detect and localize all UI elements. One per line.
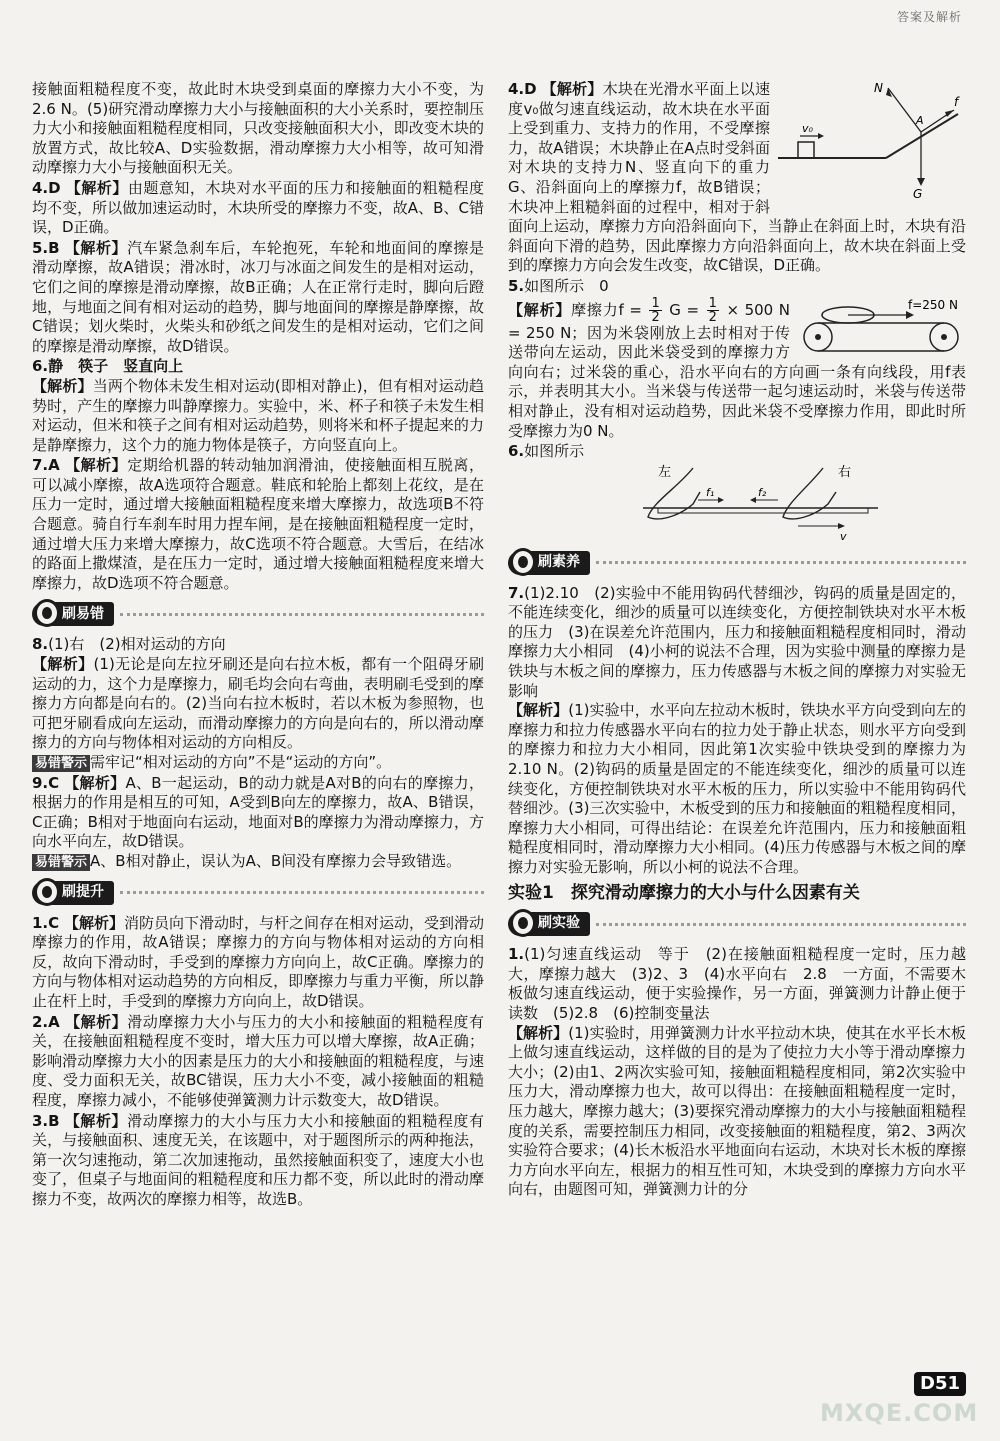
answer-5: 5.B 【解析】汽车紧急刹车后，车轮抱死，车轮和地面间的摩擦是滑动摩擦，故A错误；滑冰时，冰刀与冰面之间发生的是相对运动，它们之间的摩擦是滑动摩擦，故B正确；人在正常行走时，脚向后蹬地，与地面之间有相对运动的趋势，脚与地面间的摩擦是静摩擦，故C错误；划火柴时，火柴头和砂纸之间发生的是相对运动，它们之间的摩擦是滑动摩擦，故D错误。: [32, 238, 484, 355]
svg-text:v: v: [840, 529, 847, 542]
svg-text:f₁: f₁: [706, 485, 715, 499]
toothbrush-diagram: [638, 462, 888, 542]
answer-9: 9.C 【解析】A、B一起运动，B的动力就是A对B的向右的摩擦力，根据力的作用是相互的可知，A受到B向左的摩擦力，故A、B错误，C正确；B相对于地面向右运动，地面对B的摩擦力为滑动摩擦力，方向水平向左，故D错误。 易错警示 A、B相对静止，误认为A、B间没有摩擦力会导致错选。: [32, 773, 484, 870]
answer-t2: 2.A 【解析】滑动摩擦力大小与压力的大小和接触面的粗糙程度有关，在接触面粗糙程度不变时，增大压力可以增大摩擦，故A正确；影响滑动摩擦力大小的因素是压力的大小和接触面的粗糙程度，与速度、受力面积无关，故BC错误，压力大小不变，减小接触面的粗糙程度，摩擦力减小，不能够使弹簧测力计示数变大，故D错误。: [32, 1012, 484, 1109]
tire-icon: [34, 599, 60, 627]
warning-badge: 易错警示: [32, 854, 90, 871]
answer-4: 4.D 【解析】由题意知，木块对水平面的压力和接触面的粗糙程度均不变，所以做加速运动时，木块所受的摩擦力不变，故A、B、C错误，D正确。: [32, 178, 484, 237]
answer-r6: 6.如图所示 左 右 f₁ f₂ v: [508, 442, 966, 542]
answer-e1: 1.(1)匀速直线运动 等于 (2)在接触面粗糙程度一定时，压力越大，摩擦力越大 (3)2、3 (4)水平向右 2.8 一方面，不需要木板做匀速直线运动，便于实验操作，另一方面，弹簧测力计静止便于读数 (5)2.8 (6)控制变量法 【解析】(1)实验时，用弹簧测力计水平拉动木块，使其在水平长木板上做匀速直线运动，这样做的目的是为了使拉力大小等于滑动摩擦力大小；(2)由1、2两次实验可知，接触面粗糙程度相同，第2次实验中压力大，滑动摩擦力也大，故可以得出：在接触面粗糙程度一定时，压力越大，摩擦力越大；(3)要探究滑动摩擦力的大小与接触面粗糙程度的关系，需要控制压力相同，改变接触面的粗糙程度，第2、3两次实验符合要求；(4)长木板沿水平地面向右运动，木块对长木板的摩擦力方向水平向左，根据力的相互性可知，木块受到的摩擦力方向水平向右，由题图可知，弹簧测力计的分: [508, 945, 966, 1199]
watermark: MXQE.COM: [820, 1399, 979, 1427]
svg-text:f=250 N: f=250 N: [908, 297, 958, 312]
svg-text:f₂: f₂: [758, 485, 767, 499]
continued-text: 接触面粗糙程度不变，故此时木块受到桌面的摩擦力大小不变，为2.6 N。(5)研究滑动摩擦力大小与接触面积的大小关系时，要控制压力大小和接触面粗糙程度相同，只改变接触面积大小，即改变木块的放置方式，故比较A、D实验数据，滑动摩擦力大小相等，故可知滑动摩擦力大小与接触面积无关。: [32, 80, 484, 177]
answer-r4: v₀ N f G A 4.D 【解析】木块在光滑水平面上以速度v₀做匀速直线运动，故木块在水平面上受到重力、支持力的作用，不受摩擦力，故A错误；木块静止在A点时受斜面对木块的支持力N、竖直向下的重力G、沿斜面向上的摩擦力f，故B错误；木块冲上粗糙斜面的过程中，相对于斜面向上运动，摩擦力方向沿斜面向下，当静止在斜面上时，木块有沿斜面向下滑的趋势，因此摩擦力方向沿斜面向上，故木块在斜面上受到的摩擦力方向会发生改变，故C错误，D正确。: [508, 80, 966, 275]
page-header: 答案及解析: [896, 10, 962, 24]
svg-text:N: N: [874, 81, 883, 95]
answer-r5: 5.如图所示 0 f=250 N 【解析】摩擦力f = $\frac{1}{2}$ G = $\frac{1}{2}$ × 500 N = 250 N；因为米袋刚放上去时相对于传送带向左运动，因此米袋受到的摩擦力方向向右；过米袋的重心，沿水平向右的方向画一条有向线段，用f表示，并表明其大小。当米袋与传送带一起匀速运动时，米袋与传送带相对静止，没有相对运动趋势，因此米袋不受摩擦力作用，即此时所受摩擦力为0 N。: [508, 276, 966, 440]
svg-text:f: f: [954, 95, 959, 109]
conveyor-belt-diagram: [796, 297, 966, 357]
answer-7: 7.A 【解析】定期给机器的转动轴加润滑油，使接触面相互脱离，可以减小摩擦，故A选项符合题意。鞋底和轮胎上都刻上花纹，是在压力一定时，通过增大接触面粗糙程度来增大摩擦力，故选项B不符合题意。骑自行车刹车时用力捏车闸，是在接触面粗糙程度一定时，通过增大压力来增大摩擦力，故C选项不符合题意。大雪后，在结冰的路面上撒煤渣，是在压力一定时，通过增大接触面粗糙程度来增大摩擦力，故D选项不符合题意。: [32, 456, 484, 592]
svg-text:v₀: v₀: [802, 122, 813, 135]
fraction-1-2: $\frac{1}{2}$: [651, 295, 660, 325]
svg-text:A: A: [916, 114, 924, 127]
svg-text:左: 左: [658, 464, 672, 480]
left-column: [32, 80, 484, 1210]
tire-icon: [510, 909, 536, 937]
fraction-1-2: $\frac{1}{2}$: [708, 295, 717, 325]
section-header-suyang: 刷素养: [508, 548, 966, 578]
answer-8: 8.(1)右 (2)相对运动的方向 【解析】(1)无论是向左拉牙刷还是向右拉木板，都有一个阻碍牙刷运动的力，这个力是摩擦力，刷毛均会向右弯曲，表明刷毛受到的摩擦力方向都是向右的。(2)当向右拉木板时，若以木板为参照物，也可把牙刷看成向左运动，而滑动摩擦力的方向是向右的，所以滑动摩擦力的方向与物体相对运动的方向相反。 易错警示 需牢记“相对运动的方向”不是“运动的方向”。: [32, 635, 484, 771]
page-number: D51: [914, 1372, 966, 1396]
incline-diagram: [776, 80, 966, 200]
answer-r7: 7.(1)2.10 (2)实验中不能用钩码代替细沙，钩码的质量是固定的，不能连续变化，细沙的质量可以连续变化，方便控制铁块对水平木板的压力 (3)在误差允许范围内，压力和接触面粗糙程度相同时，滑动摩擦力大小相同 (4)小柯的说法不合理，因为实验中测量的摩擦力是铁块与木板之间的摩擦力，压力传感器与木板之间的摩擦力对实验无影响 【解析】(1)实验中，水平向左拉动木板时，铁块水平方向受到向左的摩擦力和拉力传感器水平向右的拉力处于静止状态，则水平方向受到的摩擦力和拉力大小相同，因此第1次实验中铁块受到的摩擦力为2.10 N。(2)钩码的质量是固定的不能连续变化，细沙的质量可以连续变化，方便控制铁块对水平木板的压力，所以实验中不能用钩码代替细沙。(3)三次实验中，木板受到的压力和接触面的粗糙程度相同，摩擦力大小相同，可得出结论：在误差允许范围内，压力和接触面粗糙程度相同时，滑动摩擦力大小相同。(4)压力传感器与木板之间的摩擦力对实验无影响，所以小柯的说法不合理。: [508, 583, 966, 876]
tire-icon: [34, 878, 60, 906]
answer-t1: 1.C 【解析】消防员向下滑动时，与杆之间存在相对运动，受到滑动摩擦力的作用，故A错误；摩擦力的方向与物体相对运动的方向相反，故向下滑动时，手受到的摩擦力方向向上，故C正确。摩擦力的方向与物体相对运动趋势的方向相反，即摩擦力与重力平衡，所以静止在杆上时，手受到的摩擦力方向向上，故D错误。: [32, 913, 484, 1010]
answer-t3: 3.B 【解析】滑动摩擦力的大小与压力大小和接触面的粗糙程度有关，与接触面积、速度无关，在该题中，对于题图所示的两种拖法，第一次匀速拖动，第二次加速拖动，虽然接触面积变了，速度大小也变了，但桌子与地面间的粗糙程度和压力都不变，所以此时的滑动摩擦力不变，故两次的摩擦力相等，故选B。: [32, 1111, 484, 1208]
section-header-yicuo: 刷易错: [32, 599, 484, 629]
section-header-tisheng: 刷提升: [32, 878, 484, 908]
tire-icon: [510, 548, 536, 576]
answer-6: 6.静 筷子 竖直向上 【解析】当两个物体未发生相对运动(即相对静止)，但有相对运动趋势时，产生的摩擦力叫静摩擦力。实验中，米、杯子和筷子未发生相对运动，但米和筷子之间有相对运动趋势，则将米和杯子提起来的力是静摩擦力，这个力的施力物体是筷子，方向竖直向上。: [32, 357, 484, 454]
experiment-title: 实验1 探究滑动摩擦力的大小与什么因素有关: [508, 882, 860, 903]
section-header-shiyan: 刷实验: [508, 909, 966, 939]
right-column: [508, 80, 966, 1201]
svg-text:右: 右: [838, 464, 852, 480]
svg-text:G: G: [913, 187, 923, 200]
warning-badge: 易错警示: [32, 755, 90, 772]
